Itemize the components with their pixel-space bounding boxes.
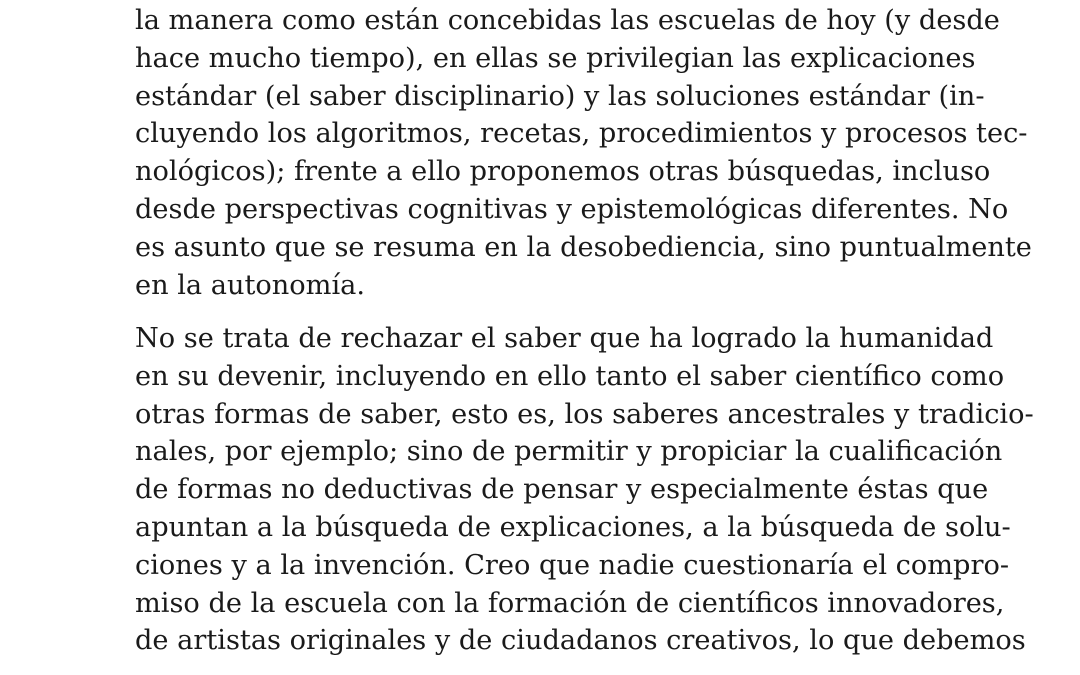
- text-line: No se trata de rechazar el saber que ha logrado la humanidad: [135, 323, 994, 354]
- text-line: nológicos); frente a ello proponemos otras búsquedas, incluso: [135, 156, 991, 188]
- text-line: en su devenir, incluyendo en ello tanto el saber científico como: [135, 360, 1005, 392]
- text-line: nales, por ejemplo; sino de permitir y propiciar la cualificación: [135, 436, 1003, 468]
- text-line: ciones y a la invención. Creo que nadie cuestionaría el compro-: [135, 549, 1010, 581]
- paragraph-1: [135, 2, 1032, 304]
- text-line: miso de la escuela con la formación de científicos innovadores,: [135, 587, 1005, 619]
- text-line: cluyendo los algoritmos, recetas, procedimientos y procesos tec-: [135, 118, 1028, 150]
- text-line: en la autonomía.: [135, 269, 366, 301]
- text-line: es asunto que se resuma en la desobediencia, sino puntualmente: [135, 231, 1032, 263]
- text-line: apuntan a la búsqueda de explicaciones, a la búsqueda de solu-: [135, 511, 1011, 543]
- paragraph-2: [135, 320, 1034, 660]
- text-line: estándar (el saber disciplinario) y las soluciones estándar (in-: [135, 80, 985, 112]
- text-line: hace mucho tiempo), en ellas se privilegian las explicaciones: [135, 42, 976, 74]
- text-line: otras formas de saber, esto es, los saberes ancestrales y tradicio-: [135, 398, 1034, 430]
- text-line: desde perspectivas cognitivas y epistemológicas diferentes. No: [135, 193, 1009, 225]
- text-line: la manera como están concebidas las escuelas de hoy (y desde: [135, 5, 1000, 36]
- text-line: de formas no deductivas de pensar y especialmente éstas que: [135, 474, 989, 506]
- text-line: de artistas originales y de ciudadanos creativos, lo que debemos: [135, 625, 1026, 657]
